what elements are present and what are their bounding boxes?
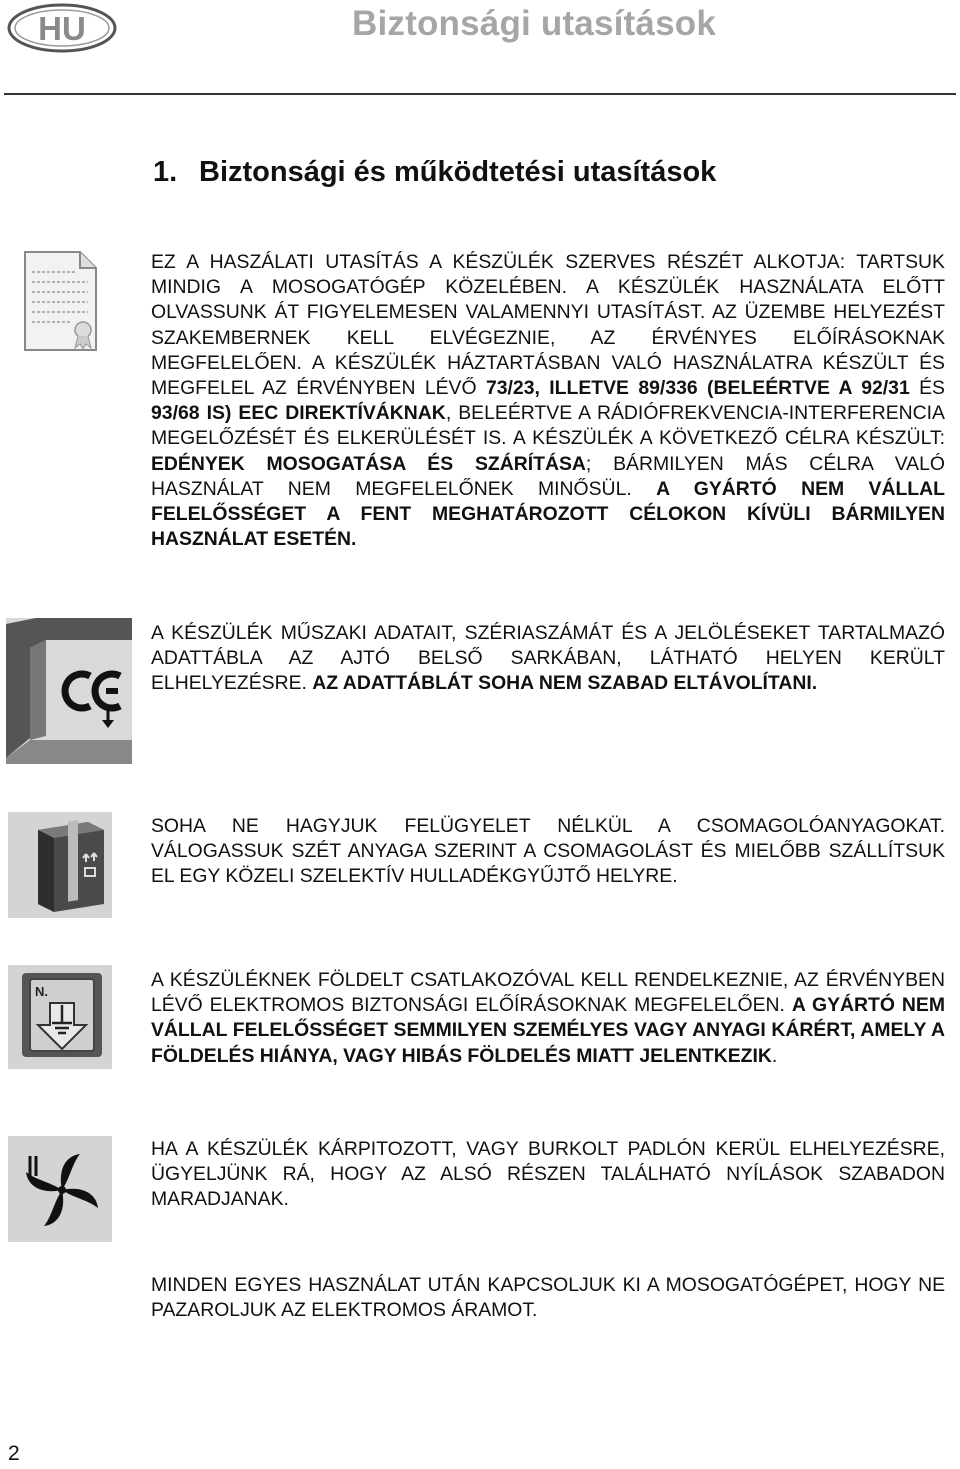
text-run: MINDEN EGYES HASZNÁLAT UTÁN KAPCSOLJUK KI A MOSOGATÓGÉPET, HOGY NE PAZAROLJUK AZ ELEKTROMOS ÁRAMOT. [151,1274,945,1322]
text-run: , BELEÉRTVE A RÁDIÓFREKVENCIA-INTERFERENCIA MEGELŐZÉSÉT ÉS ELKERÜLÉSÉT IS. A KÉSZÜLÉK A KÖVETKEZŐ CÉLRA KÉSZÜLT: [151,402,945,450]
section-number: 1. [153,156,178,188]
text-run: ; BÁRMILYEN MÁS CÉLRA VALÓ HASZNÁLAT NEM MEGFELELŐNEK MINŐSÜL. [151,452,945,500]
text-run-bold: AZ ADATTÁBLÁT SOHA NEM SZABAD ELTÁVOLÍTANI. [312,672,818,695]
ce-rating-plate-icon [6,618,132,764]
paragraph-earthing [151,968,945,1069]
badge-label: HU [38,10,86,47]
text-run-bold: 93/68 IS) EEC DIREKTÍVÁKNAK [151,402,446,425]
text-run-bold: A GYÁRTÓ NEM VÁLLAL FELELŐSSÉGET A FENT MEGHATÁROZOTT CÉLOKON KÍVÜLI BÁRMILYEN HASZNÁLAT ESETÉN. [151,477,945,551]
page-header-title: Biztonsági utasítások [352,4,716,43]
paragraph-power-off [151,1273,945,1323]
paragraph-rating-plate [151,621,945,697]
paragraph-usage-notice [151,250,945,552]
text-run-bold: 73/23, ILLETVE 89/336 (BELEÉRTVE A 92/31 [485,377,910,400]
hu-language-badge [6,2,118,54]
text-run: ÉS [909,377,945,400]
packaging-box-icon [8,812,112,918]
paragraph-packaging [151,814,945,890]
text-run-bold: EDÉNYEK MOSOGATÁSA ÉS SZÁRÍTÁSA [151,452,586,475]
text-run: EZ A HASZÁLATI UTASÍTÁS A KÉSZÜLÉK SZERVES RÉSZÉT ALKOTJA: TARTSUK MINDIG A MOSOGATÓGÉP KÖZELÉBEN. A KÉSZÜLÉK HASZNÁLATA ELŐTT OLVASSUNK ÁT FIGYELEMESEN VALAMENNYI UTASÍTÁST. AZ ÜZEMBE HELYEZÉST SZAKEMBERNEK KELL ELVÉGEZNIE, AZ ÉRVÉNYES ELŐÍRÁSOKNAK MEGFELELŐEN. A KÉSZÜLÉK HÁZTARTÁSBAN VALÓ HASZNÁLATRA KÉSZÜLT ÉS MEGFELEL AZ ÉRVÉNYBEN LÉVŐ [151,251,945,400]
page-number: 2 [8,1442,20,1465]
text-run: A KÉSZÜLÉKNEK FÖLDELT CSATLAKOZÓVAL KELL RENDELKEZNIE, AZ ÉRVÉNYBEN LÉVŐ ELEKTROMOS BIZTONSÁGI ELŐÍRÁSOKNAK MEGFELELŐEN. [151,969,945,1017]
document-certificate-icon [20,250,100,354]
text-run: SOHA NE HAGYJUK FELÜGYELET NÉLKÜL A CSOMAGOLÓANYAGOKAT. VÁLOGASSUK SZÉT ANYAGA SZERINT A CSOMAGOLÁST ÉS MIELŐBB SZÁLLÍTSUK EL EGY KÖZELI SZELEKTÍV HULLADÉKGYŰJTŐ HELYRE. [151,815,945,888]
section-title: Biztonsági és működtetési utasítások [199,156,717,188]
paragraph-ventilation [151,1137,945,1213]
header-divider [4,93,956,95]
text-run: HA A KÉSZÜLÉK KÁRPITOZOTT, VAGY BURKOLT PADLÓN KERÜL ELHELYEZÉSRE, ÜGYELJÜNK RÁ, HOGY AZ ALSÓ RÉSZEN TALÁLHATÓ NYÍLÁSOK SZABADON MARADJANAK. [151,1138,945,1211]
earthing-plug-icon [8,965,112,1069]
ventilation-fan-icon [8,1136,112,1242]
section-heading [153,156,716,189]
text-run: A KÉSZÜLÉK MŰSZAKI ADATAIT, SZÉRIASZÁMÁT ÉS A JELÖLÉSEKET TARTALMAZÓ ADATTÁBLA AZ AJTÓ BELSŐ SARKÁBAN, LÁTHATÓ HELYEN KERÜLT ELHELYEZÉSRE. [151,622,945,695]
earthing-plate-label: N. [35,984,48,999]
text-run: . [771,1044,778,1067]
text-run-bold: A GYÁRTÓ NEM VÁLLAL FELELŐSSÉGET SEMMILYEN SZEMÉLYES VAGY ANYAGI KÁRÉRT, AMELY A FÖLDELÉS HIÁNYA, VAGY HIBÁS FÖLDELÉS MIATT JELENTKEZIK [151,994,945,1067]
